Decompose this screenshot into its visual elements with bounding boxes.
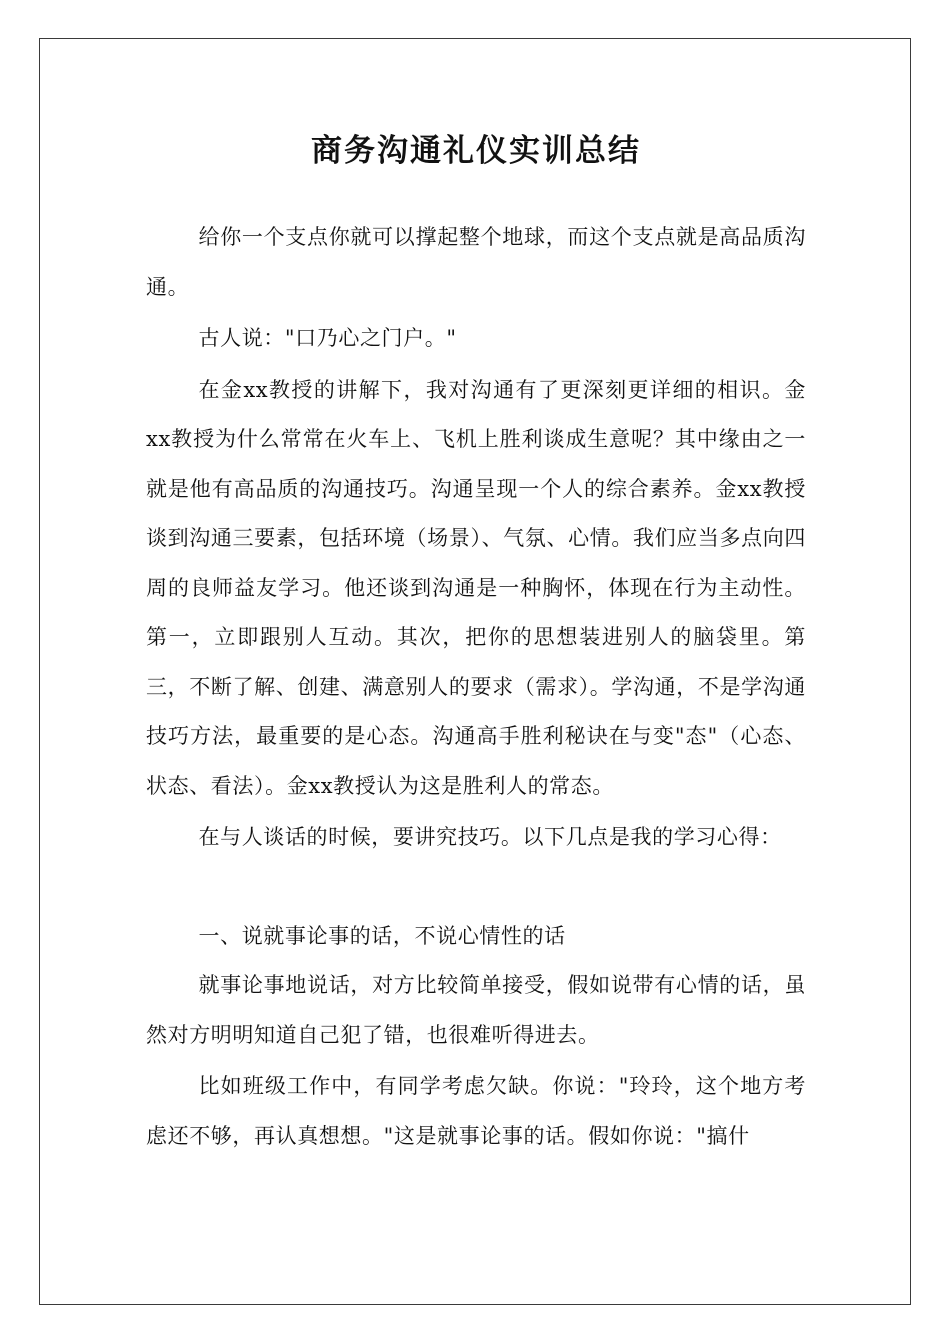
section-heading-1: 一、说就事论事的话，不说心情性的话 xyxy=(198,923,566,948)
document-title: 商务沟通礼仪实训总结 xyxy=(311,133,641,169)
paragraph-6: 比如班级工作中，有同学考虑欠缺。你说："玲玲，这个地方考虑还不够，再认真想想。"这是就事论事的话。假如你说："搞什 xyxy=(146,1074,806,1148)
paragraph-1: 给你一个支点你就可以撑起整个地球，而这个支点就是高品质沟通。 xyxy=(146,225,806,299)
paragraph-4: 在与人谈话的时候，要讲究技巧。以下几点是我的学习心得： xyxy=(198,825,782,849)
paragraph-2: 古人说："口乃心之门户。" xyxy=(198,326,457,350)
document-body xyxy=(146,124,806,1161)
paragraph-5: 就事论事地说话，对方比较简单接受，假如说带有心情的话，虽然对方明明知道自己犯了错，也很难听得进去。 xyxy=(146,973,806,1047)
paragraph-3: 在金xx教授的讲解下，我对沟通有了更深刻更详细的相识。金xx教授为什么常常在火车上、飞机上胜利谈成生意呢？其中缘由之一就是他有高品质的沟通技巧。沟通呈现一个人的综合素养。金xx教授谈到沟通三要素，包括环境（场景）、气氛、心情。我们应当多点向四周的良师益友学习。他还谈到沟通是一种胸怀，体现在行为主动性。第一，立即跟别人互动。其次，把你的思想装进别人的脑袋里。第三，不断了解、创建、满意别人的要求（需求）。学沟通，不是学沟通技巧方法，最重要的是心态。沟通高手胜利秘诀在与变"态"（心态、状态、看法）。金xx教授认为这是胜利人的常态。 xyxy=(146,377,806,798)
